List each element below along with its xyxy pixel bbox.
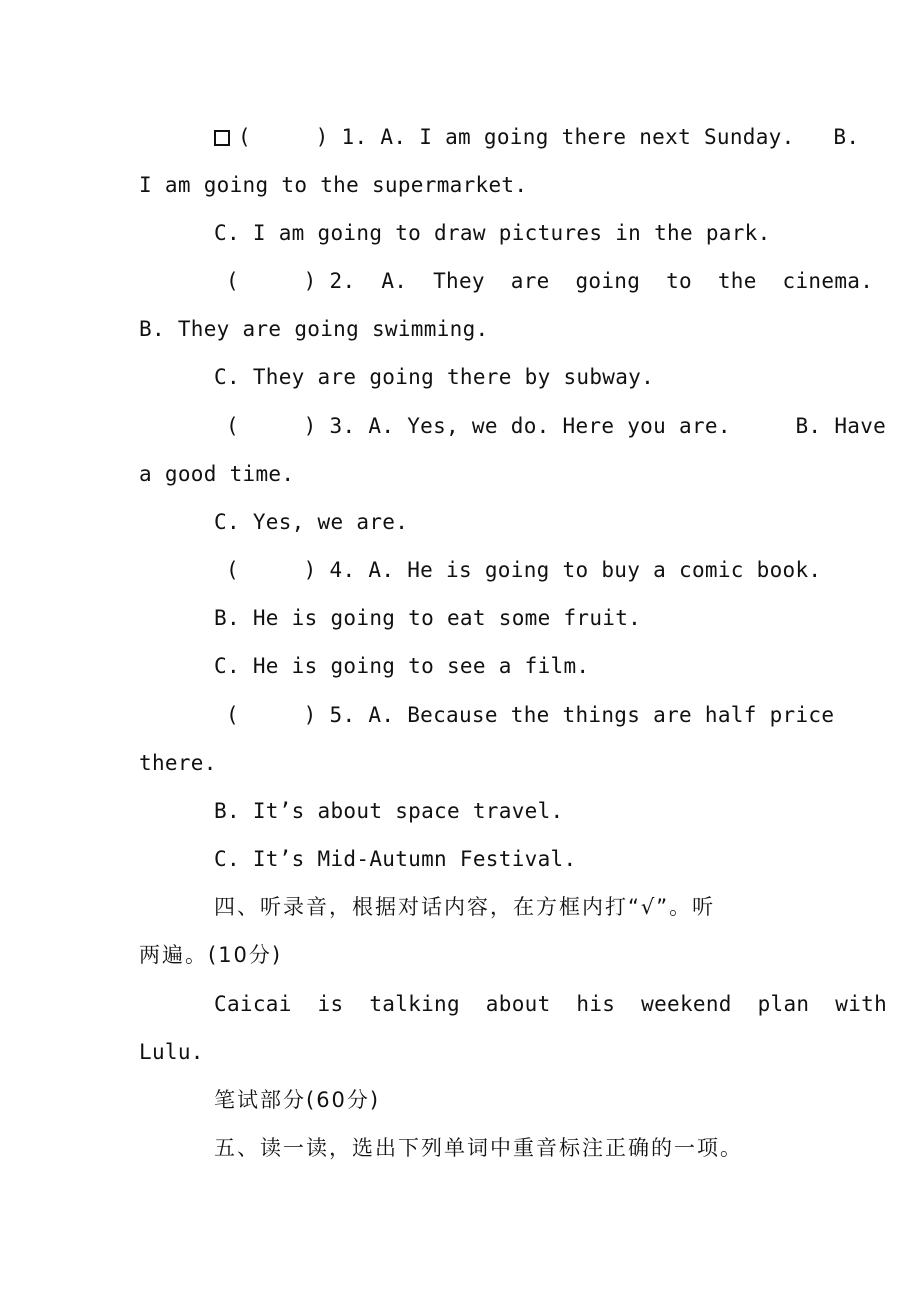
question-2-line-2: B. They are going swimming. — [139, 317, 489, 341]
question-5-option-b: B. It’s about space travel. — [214, 799, 564, 823]
question-4-line-1: ( ) 4. A. He is going to buy a comic book. — [226, 558, 822, 582]
written-part-heading: 笔试部分(60分) — [214, 1088, 381, 1112]
question-5-line-2: there. — [139, 751, 217, 775]
question-1-option-c: C. I am going to draw pictures in the park. — [214, 221, 771, 245]
question-2-option-c: C. They are going there by subway. — [214, 365, 655, 389]
question-3-option-c: C. Yes, we are. — [214, 510, 409, 534]
question-1-line-2: I am going to the supermarket. — [139, 173, 528, 197]
question-1-text: ( ) 1. A. I am going there next Sunday. B. — [238, 125, 860, 149]
question-3-line-1: ( ) 3. A. Yes, we do. Here you are. B. Have — [226, 414, 887, 438]
answer-box-icon[interactable] — [214, 130, 230, 146]
section-4-title-cont: 两遍。(10分) — [139, 943, 283, 967]
question-5-option-c: C. It’s Mid-Autumn Festival. — [214, 847, 577, 871]
question-2-line-1: ( ) 2. A. They are going to the cinema. — [226, 269, 874, 293]
question-4-option-c: C. He is going to see a film. — [214, 654, 590, 678]
question-4-option-b: B. He is going to eat some fruit. — [214, 606, 642, 630]
section-4-body: Caicai is talking about his weekend plan with — [214, 992, 888, 1016]
section-4-body-cont: Lulu. — [139, 1040, 204, 1064]
section-4-title: 四、听录音，根据对话内容，在方框内打“√”。听 — [214, 895, 716, 919]
section-5-title: 五、读一读，选出下列单词中重音标注正确的一项。 — [214, 1136, 743, 1160]
question-3-line-2: a good time. — [139, 462, 295, 486]
question-5-line-1: ( ) 5. A. Because the things are half price — [226, 703, 835, 727]
question-1-line-1 — [214, 123, 859, 151]
